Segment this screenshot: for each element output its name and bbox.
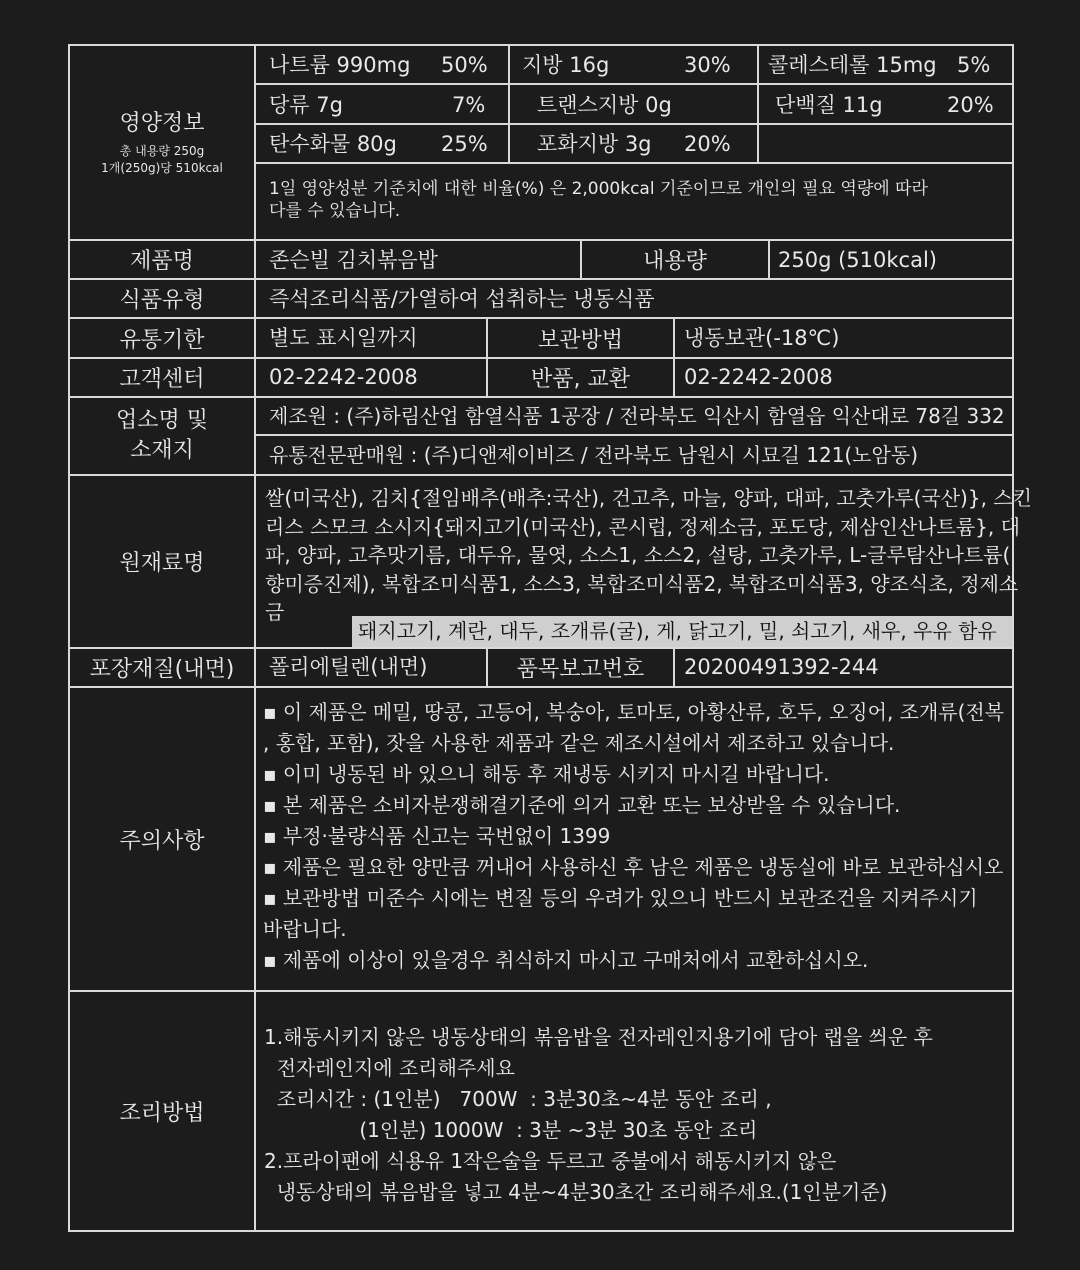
expiry-label: 유통기한 (119, 327, 205, 353)
divider (757, 84, 759, 124)
customer-center-label: 고객센터 (119, 367, 205, 392)
divider (757, 124, 759, 163)
allergen-notice: 돼지고기, 계란, 대두, 조개류(굴), 게, 닭고기, 밀, 쇠고기, 새우, 우유 함유 (352, 616, 1012, 647)
divider (254, 44, 256, 1232)
cooking-line: 전자레인지에 조리해주세요 (264, 1056, 515, 1080)
nutrient-percent: 30% (684, 53, 731, 77)
nutrition-total-amount: 총 내용량 250g (119, 144, 205, 158)
ingredients-label: 원재료명 (119, 551, 205, 576)
divider (673, 318, 675, 397)
food-type-value: 즉석조리식품/가열하여 섭취하는 냉동식품 (269, 287, 655, 311)
nutrient-name: 탄수화물 80g (269, 132, 397, 156)
ingredients-line: 향미증진제), 복합조미식품1, 소스3, 복합조미식품2, 복합조미식품3, 양조식초, 정제소 (265, 571, 1019, 596)
nutrition-section-label (70, 46, 254, 240)
nutrient-name: 단백질 11g (775, 93, 883, 117)
ingredients-line: 리스 스모크 소시지{돼지고기(미국산), 콘시럽, 정제소금, 포도당, 제삼인산나트륨}, 대 (265, 514, 1020, 539)
caution-line: ▪ 이 제품은 메밀, 땅콩, 고등어, 복숭아, 토마토, 아황산류, 호두, 오징어, 조개류(전복 (263, 700, 1005, 724)
company-label (70, 398, 254, 474)
divider (508, 84, 510, 124)
nutrient-name: 트랜스지방 0g (537, 93, 672, 117)
divider (255, 83, 1014, 85)
volume-value: 250g (510kcal) (778, 248, 937, 272)
caution-text (263, 697, 1004, 976)
divider (673, 648, 675, 687)
cooking-text (264, 1022, 933, 1208)
nutrient-percent: 20% (684, 132, 731, 156)
nutrient-name: 포화지방 3g (537, 132, 652, 156)
caution-line: 바랍니다. (263, 917, 347, 941)
company-label-line: 소재지 (130, 438, 194, 463)
divider (255, 123, 1014, 125)
food-type-label: 식품유형 (119, 288, 205, 313)
return-value: 02-2242-2008 (684, 365, 833, 389)
nutrient-percent: 50% (441, 53, 488, 77)
nutrient-name: 당류 7g (269, 93, 343, 117)
storage-value: 냉동보관(-18℃) (684, 326, 840, 350)
caution-label: 주의사항 (119, 828, 205, 854)
divider (255, 162, 1014, 164)
ingredients-line: 쌀(미국산), 김치{절임배추(배추:국산), 건고추, 마늘, 양파, 대파, 고춧가루(국산)}, 스킨 (265, 486, 1032, 510)
caution-line: ▪ 제품에 이상이 있을경우 취식하지 마시고 구매처에서 교환하십시오. (263, 948, 869, 972)
divider (768, 240, 770, 279)
nutrient-name: 콜레스테롤 15mg (768, 53, 937, 77)
nutrition-note (269, 178, 928, 222)
packaging-label: 포장재질(내면) (89, 657, 235, 682)
caution-line: ▪ 부정·불량식품 신고는 국번없이 1399 (263, 824, 611, 848)
nutrient-name: 지방 16g (522, 53, 610, 77)
nutrient-percent: 25% (441, 132, 488, 156)
ingredients-line: 파, 양파, 고추맛기름, 대두유, 물엿, 소스1, 소스2, 설탕, 고춧가루, L-글루탐산나트륨( (265, 543, 1011, 567)
cooking-label: 조리방법 (119, 1100, 205, 1126)
product-name-value: 존슨빌 김치볶음밥 (269, 248, 438, 272)
expiry-value: 별도 표시일까지 (269, 326, 418, 350)
cooking-line: 냉동상태의 볶음밥을 넣고 4분~4분30초간 조리해주세요.(1인분기준) (264, 1180, 888, 1204)
cooking-line: 1.해동시키지 않은 냉동상태의 볶음밥을 전자레인지용기에 담아 랩을 씌운 후 (264, 1025, 933, 1049)
caution-line: ▪ 본 제품은 소비자분쟁해결기준에 의거 교환 또는 보상받을 수 있습니다. (263, 793, 901, 817)
cooking-line: (1인분) 1000W : 3분 ~3분 30초 동안 조리 (264, 1118, 758, 1142)
caution-line: , 홍합, 포함), 잣을 사용한 제품과 같은 제조시설에서 제조하고 있습니다. (263, 731, 895, 755)
ingredients-text (265, 484, 1032, 627)
report-number-label: 품목보고번호 (516, 657, 645, 682)
ingredients-line: 금 (265, 600, 285, 624)
caution-line: ▪ 이미 냉동된 바 있으니 해동 후 재냉동 시키지 마시길 바랍니다. (263, 762, 830, 786)
product-name-label: 제품명 (130, 249, 194, 274)
nutrition-per-serving: 1개(250g)당 510kcal (101, 161, 223, 175)
manufacturer-info: 제조원 : (주)하림산업 함열식품 1공장 / 전라북도 익산시 함열읍 익산대로 78길 332 (269, 404, 1005, 428)
report-number-value: 20200491392-244 (684, 655, 879, 679)
storage-label: 보관방법 (537, 327, 623, 353)
divider (508, 124, 510, 163)
volume-label: 내용량 (643, 249, 707, 274)
nutrient-percent: 7% (452, 93, 486, 117)
divider (255, 434, 1014, 436)
divider (508, 44, 510, 84)
note-line: 다를 수 있습니다. (269, 201, 401, 221)
caution-line: ▪ 제품은 필요한 양만큼 꺼내어 사용하신 후 남은 제품은 냉동실에 바로 보관하십시오 (263, 855, 1004, 879)
company-label-line: 업소명 및 (115, 408, 208, 433)
packaging-value: 폴리에틸렌(내면) (269, 655, 428, 679)
cooking-line: 조리시간 : (1인분) 700W : 3분30초~4분 동안 조리 , (264, 1087, 772, 1111)
customer-center-value: 02-2242-2008 (269, 365, 418, 389)
divider (757, 44, 759, 84)
caution-line: ▪ 보관방법 미준수 시에는 변질 등의 우려가 있으니 반드시 보관조건을 지켜주시기 (263, 886, 978, 910)
note-line: 1일 영양성분 기준치에 대한 비율(%) 은 2,000kcal 기준이므로 개인의 필요 역량에 따라 (269, 179, 928, 199)
nutrient-percent: 5% (957, 53, 991, 77)
distributor-info: 유통전문판매원 : (주)디앤제이비즈 / 전라북도 남원시 시묘길 121(노암동) (269, 443, 919, 467)
return-label: 반품, 교환 (531, 367, 630, 392)
cooking-line: 2.프라이팬에 식용유 1작은술을 두르고 중불에서 해동시키지 않은 (264, 1149, 837, 1173)
nutrient-percent: 20% (947, 93, 994, 117)
nutrition-title: 영양정보 (119, 111, 205, 136)
nutrient-name: 나트륨 990mg (269, 53, 411, 77)
